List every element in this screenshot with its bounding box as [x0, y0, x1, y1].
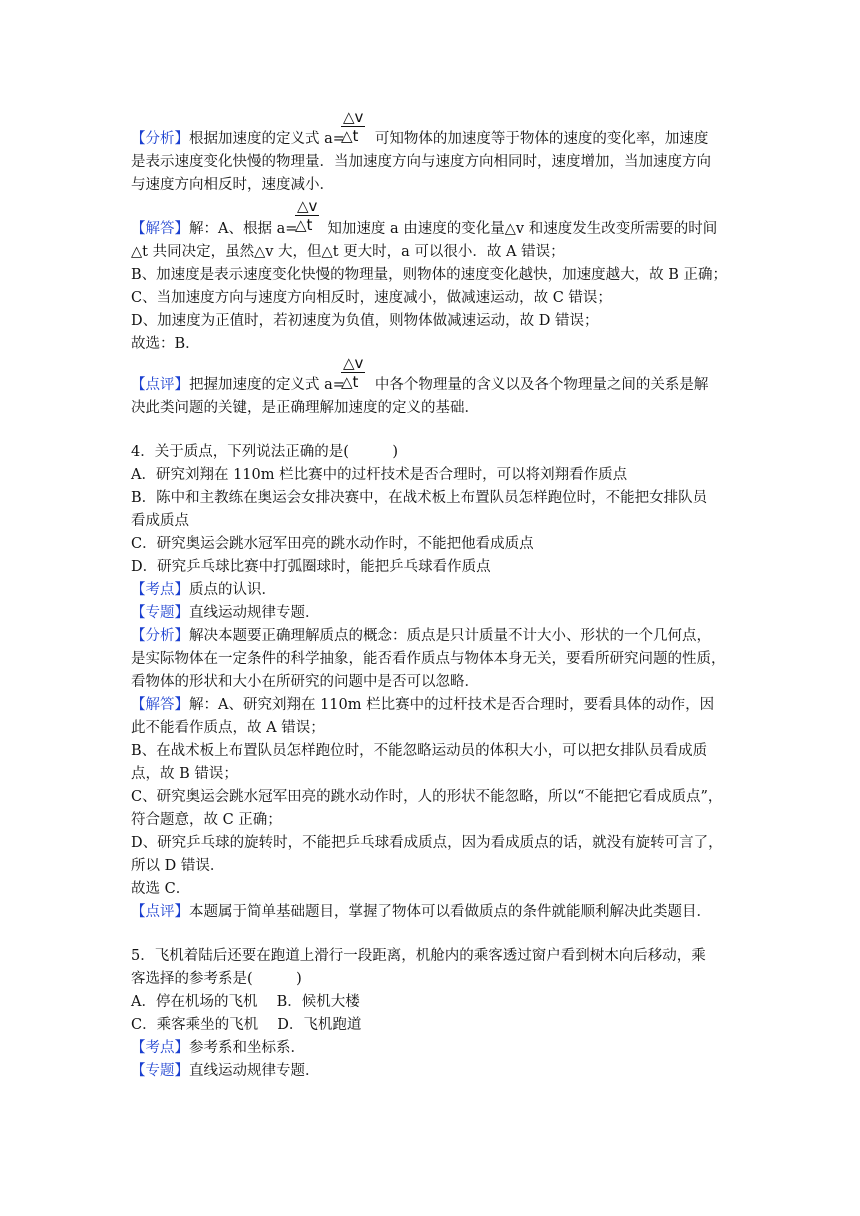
q4-option-c: C．研究奥运会跳水冠军田亮的跳水动作时，不能把他看成质点 — [131, 536, 534, 552]
comment-text: 中各个物理量的含义以及各个物理量之间的关系是解 — [374, 377, 709, 393]
comment-line-2: 决此类问题的关键，是正确理解加速度的定义的基础． — [131, 400, 479, 416]
solution-text: 解：A、根据 a= — [189, 221, 298, 237]
q4-jieda-line-8: 所以 D 错误． — [131, 858, 225, 874]
solution-line-4: C、当加速度方向与速度方向相反时，速度减小，做减速运动，故 C 错误； — [131, 290, 612, 306]
zhuanti-tag: 【专题】 — [131, 1063, 189, 1079]
q4-jieda-line-6: 符合题意，故 C 正确； — [131, 812, 282, 828]
solution-line-1 — [131, 218, 731, 240]
q4-jieda-line-4: 点，故 B 错误； — [131, 766, 238, 782]
q5-kaodian — [131, 1037, 731, 1059]
q4-jieda-line-1 — [131, 694, 731, 716]
fenxi-tag: 【分析】 — [131, 628, 189, 644]
q4-fenxi-line-3: 看物体的形状和大小在所研究的问题中是否可以忽略． — [131, 674, 479, 690]
q5-stem-line-1: 5．飞机着陆后还要在跑道上滑行一段距离，机舱内的乘客透过窗户看到树木向后移动，乘 — [131, 948, 706, 964]
kaodian-tag: 【考点】 — [131, 582, 189, 598]
q5-options-ab: A．停在机场的飞机 B．候机大楼 — [131, 994, 360, 1010]
comment-line-1 — [131, 374, 731, 396]
jieda-tag: 【解答】 — [131, 697, 189, 713]
fraction-denominator: △t — [341, 127, 359, 145]
q4-kaodian — [131, 579, 731, 601]
analysis-tag: 【分析】 — [131, 131, 189, 147]
kaodian-text: 质点的认识． — [189, 582, 276, 598]
fenxi-text: 解决本题要正确理解质点的概念：质点是只计质量不计大小、形状的一个几何点， — [189, 628, 711, 644]
kaodian-tag: 【考点】 — [131, 1040, 189, 1056]
solution-text: 知加速度 a 由速度的变化量△v 和速度发生改变所需要的时间 — [327, 221, 718, 237]
analysis-line-1 — [131, 128, 731, 150]
zhuanti-tag: 【专题】 — [131, 605, 189, 621]
q5-options-cd: C．乘客乘坐的飞机 D．飞机跑道 — [131, 1017, 362, 1033]
zhuanti-text: 直线运动规律专题． — [189, 605, 320, 621]
analysis-line-2: 是表示速度变化快慢的物理量．当加速度方向与速度方向相同时，速度增加，当加速度方向 — [131, 154, 711, 170]
q4-zhuanti — [131, 602, 731, 624]
q4-fenxi-line-2: 是实际物体在一定条件的科学抽象，能否看作质点与物体本身无关，要看所研究问题的性质， — [131, 651, 726, 667]
jieda-text: 解：A、研究刘翔在 110m 栏比赛中的过杆技术是否合理时，要看具体的动作，因 — [189, 697, 715, 713]
q5-zhuanti — [131, 1060, 731, 1082]
solution-line-6: 故选：B． — [131, 336, 200, 352]
q4-jieda-line-5: C、研究奥运会跳水冠军田亮的跳水动作时，人的形状不能忽略，所以“不能把它看成质点”， — [131, 789, 723, 805]
q4-stem: 4．关于质点，下列说法正确的是( ) — [131, 444, 399, 460]
q4-fenxi-line-1 — [131, 625, 731, 647]
q4-jieda-line-9: 故选 C． — [131, 881, 191, 897]
fraction-numerator: △v — [297, 197, 318, 215]
fraction-numerator: △v — [343, 354, 364, 372]
q4-option-a: A．研究刘翔在 110m 栏比赛中的过杆技术是否合理时，可以将刘翔看作质点 — [131, 467, 628, 483]
fraction-denominator: △t — [341, 373, 359, 391]
fraction-denominator: △t — [295, 216, 313, 234]
dianping-tag: 【点评】 — [131, 904, 189, 920]
q4-jieda-line-3: B、在战术板上布置队员怎样跑位时，不能忽略运动员的体积大小，可以把女排队员看成质 — [131, 743, 708, 759]
fraction-numerator: △v — [343, 108, 364, 126]
analysis-text: 根据加速度的定义式 a= — [189, 131, 345, 147]
q4-jieda-line-2: 此不能看作质点，故 A 错误； — [131, 720, 325, 736]
q5-stem-line-2: 客选择的参考系是( ) — [131, 971, 302, 987]
q4-jieda-line-7: D、研究乒乓球的旋转时，不能把乒乓球看成质点，因为看成质点的话，就没有旋转可言了， — [131, 835, 723, 851]
q4-option-b-line-1: B．陈中和主教练在奥运会女排决赛中，在战术板上布置队员怎样跑位时，不能把女排队员 — [131, 490, 708, 506]
solution-line-2: △t 共同决定，虽然△v 大，但△t 更大时，a 可以很小．故 A 错误； — [131, 244, 565, 260]
zhuanti-text: 直线运动规律专题． — [189, 1063, 320, 1079]
solution-line-5: D、加速度为正值时，若初速度为负值，则物体做减速运动，故 D 错误； — [131, 313, 599, 329]
comment-tag: 【点评】 — [131, 377, 189, 393]
analysis-line-3: 与速度方向相反时，速度减小． — [131, 177, 334, 193]
solution-tag: 【解答】 — [131, 221, 189, 237]
q4-option-b-line-2: 看成质点 — [131, 513, 189, 529]
kaodian-text: 参考系和坐标系． — [189, 1040, 305, 1056]
solution-line-3: B、加速度是表示速度变化快慢的物理量，则物体的速度变化越快，加速度越大，故 B 正确； — [131, 267, 728, 283]
q4-option-d: D．研究乒乓球比赛中打弧圈球时，能把乒乓球看作质点 — [131, 559, 491, 575]
dianping-text: 本题属于简单基础题目，掌握了物体可以看做质点的条件就能顺利解决此类题目． — [189, 904, 711, 920]
analysis-text: 可知物体的加速度等于物体的速度的变化率，加速度 — [374, 131, 709, 147]
comment-text: 把握加速度的定义式 a= — [189, 377, 345, 393]
q4-dianping — [131, 901, 731, 923]
